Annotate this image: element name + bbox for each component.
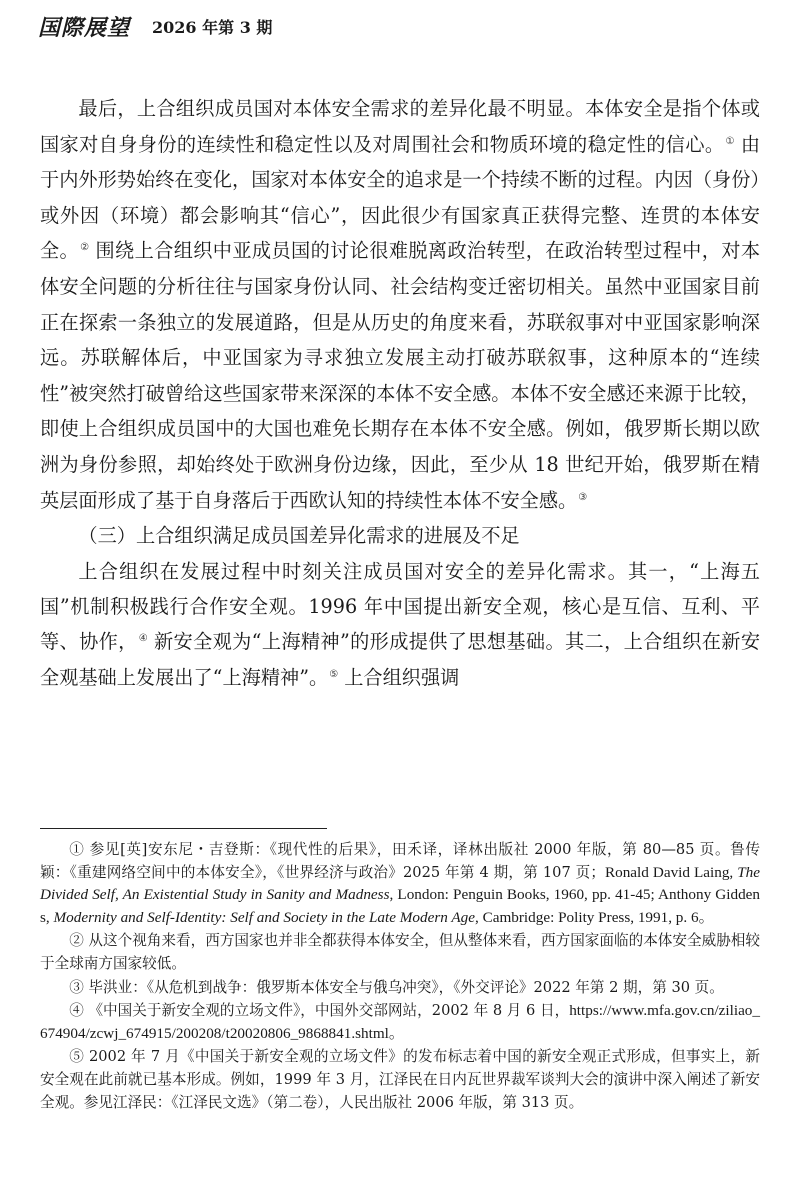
book-title: The Divided Self, An Existential Study in Sanity and Madness (40, 863, 760, 904)
text-run: 上合组织强调 (344, 665, 460, 689)
footnote-ref-4[interactable]: ④ (138, 633, 148, 645)
footnote-text: 参见[英]安东尼・吉登斯：《现代性的后果》，田禾译，译林出版社 2000 年版，第 80—85 页。鲁传颖：《重建网络空间中的本体安全》，《世界经济与政治》2025 年第 4 期，第 107 页； (40, 841, 760, 881)
footnote-ref-3[interactable]: ③ (578, 491, 588, 503)
main-text (40, 91, 760, 695)
author-text: Ronald David Laing, (604, 863, 738, 881)
footnote-2: ② 从这个视角来看，西方国家也并非全都获得本体安全，但从整体来看，西方国家面临的本体安全威胁相较于全球南方国家较低。 (40, 932, 760, 972)
footnotes (40, 839, 760, 1115)
paragraph-ontological-security (40, 91, 760, 518)
footnote-ref-1[interactable]: ① (725, 135, 735, 147)
footnote-mark: ① (69, 841, 85, 858)
footnote-3: ③ 毕洪业：《从危机到战争：俄罗斯本体安全与俄乌冲突》，《外交评论》2022 年第 2 期，第 30 页。 (69, 978, 724, 996)
book-title: Modernity and Self-Identity: Self and Society in the Late Modern Age (53, 908, 475, 926)
text-run: 围绕上合组织中亚成员国的讨论很难脱离政治转型，在政治转型过程中，对本体安全问题的分析往往与国家身份认同、社会结构变迁密切相关。虽然中亚国家目前正在探索一条独立的发展道路，但是从历史的角度来看，苏联叙事对中亚国家影响深远。苏联解体后，中亚国家为寻求独立发展主动打破苏联叙事，这种原本的“连续性”被突然打破曾给这些国家带来深深的本体不安全感。本体不安全感还来源于比较，即使上合组织成员国中的大国也难免长期存在本体不安全感。例如，俄罗斯长期以欧洲为身份参照，却始终处于欧洲身份边缘，因此，至少从 18 世纪开始，俄罗斯在精英层面形成了基于自身落后于西欧认知的持续性本体不安全感。 (40, 239, 761, 512)
footnote-ref-2[interactable]: ② (80, 242, 90, 254)
footnote-text: ④ 《中国关于新安全观的立场文件》，中国外交部网站，2002 年 8 月 6 日， (69, 1002, 570, 1020)
text-run: 新安全观为“上海精神”的形成提供了思想基础。其二，上合组织在新安全观基础上发展出了“上海精神”。 (40, 630, 761, 689)
running-header (38, 9, 272, 43)
text-run: 最后，上合组织成员国对本体安全需求的差异化最不明显。本体安全是指个体或国家对自身身份的连续性和稳定性以及对周围社会和物质环境的稳定性的信心。 (40, 97, 760, 156)
footnote-5: ⑤ 2002 年 7 月《中国关于新安全观的立场文件》的发布标志着中国的新安全观正式形成，但事实上，新安全观在此前就已基本形成。例如，1999 年 3 月，江泽民在日内瓦世界裁军谈判大会的演讲中深入阐述了新安全观。参见江泽民：《江泽民文选》（第二卷），人民出版社 2006 年版，第 313 页。 (40, 1048, 760, 1111)
footnote-ref-5[interactable]: ⑤ (329, 668, 339, 680)
text-run: 由于内外形势始终在变化，国家对本体安全的追求是一个持续不断的过程。内因（身份）或外因（环境）都会影响其“信心”，因此很少有国家真正获得完整、连贯的本体安全。 (40, 132, 761, 263)
paragraph-progress (40, 554, 760, 696)
footnote-separator (40, 828, 327, 829)
footnote-1 (40, 839, 760, 929)
journal-logo: 国際展望 (38, 14, 131, 41)
text-run: 上合组织在发展过程中时刻关注成员国对安全的差异化需求。其一，“上海五国”机制积极践行合作安全观。1996 年中国提出新安全观，核心是互信、互利、平等、协作， (40, 559, 760, 654)
footnote-4 (40, 1000, 760, 1045)
footnote-url-link[interactable]: https://www.mfa.gov.cn/ziliao_674904/zcwj_674915/200208/t20020806_9868841.shtml。 (40, 1002, 760, 1042)
section-subheading: （三）上合组织满足成员国差异化需求的进展及不足 (78, 524, 520, 548)
issue-label: 2026 年第 3 期 (152, 17, 273, 37)
publication-info: , London: Penguin Books, 1960, pp. 41-45; Anthony Giddens, (40, 886, 760, 926)
publication-info: , Cambridge: Polity Press, 1991, p. 6。 (475, 908, 714, 926)
